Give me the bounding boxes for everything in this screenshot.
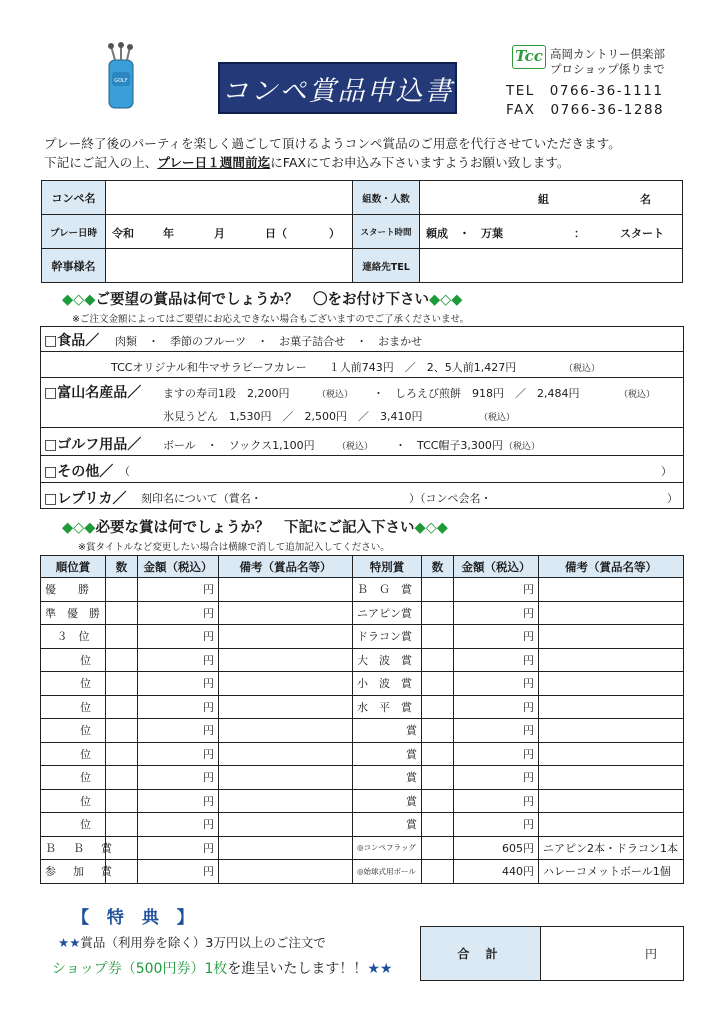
amount-field[interactable]: 円 [138,860,219,884]
compe-name-field[interactable] [106,181,353,215]
qty-field[interactable] [106,601,138,625]
note-field[interactable] [219,742,353,766]
amount-field[interactable]: 円 [138,695,219,719]
note-field[interactable] [219,601,353,625]
amount-field[interactable]: 円 [454,578,539,602]
note-field[interactable] [219,766,353,790]
qty-field[interactable] [422,836,454,860]
club-department: プロショップ係りまで [550,62,665,76]
total-table [420,926,684,981]
note-field[interactable] [219,813,353,837]
table-row: Ｂ Ｂ 賞 円 ◎コンペフラッグ 605円 ニアピン2本・ドラコン1本 [41,836,684,860]
table-row [41,601,684,625]
rank-label: 準 優 勝 [41,601,106,625]
special-label: ドラコン賞 [353,625,422,649]
form-title: コンペ賞品申込書 [218,62,457,114]
amount-field[interactable]: 円 [454,719,539,743]
qty-field[interactable] [422,625,454,649]
special-label: 賞 [353,719,422,743]
note-field[interactable] [219,836,353,860]
table-row [41,813,684,837]
amount-field[interactable]: 円 [454,742,539,766]
amount-field[interactable]: 円 [138,601,219,625]
table-row [41,695,684,719]
play-date-label: プレー日時 [42,215,106,249]
choice-udon[interactable]: 氷見うどん 1,530円 ／ 2,500円 ／ 3,410円 （税込） [41,403,683,428]
choice-golf-goods[interactable]: □ゴルフ用品／ ボール ・ ソックス1,100円 （税込） ・ TCC帽子3,300円 （税込） [41,428,683,456]
qty-field[interactable] [422,813,454,837]
compe-name-label: コンペ名 [42,181,106,215]
group-count-field[interactable]: 組 名 [420,181,683,215]
total-label: 合 計 [421,927,541,981]
amount-field[interactable]: 円 [138,789,219,813]
amount-field[interactable]: 円 [454,648,539,672]
note-field[interactable] [219,625,353,649]
rank-label: 優 勝 [41,578,106,602]
qty-field[interactable] [422,648,454,672]
rank-label: 位 [41,742,106,766]
special-label: 水 平 賞 [353,695,422,719]
award-table-header: 順位賞 数 金額（税込） 備考（賞品名等） 特別賞 数 金額（税込） 備考（賞品名等） [41,556,684,578]
benefit-line-1: ★★賞品（利用券を除く）3万円以上のご注文で [58,935,326,950]
total-field[interactable]: 円 [541,927,684,981]
qty-field[interactable] [106,672,138,696]
special-label: Ｂ Ｇ 賞 [353,578,422,602]
special-label: 小 波 賞 [353,672,422,696]
start-time-label: スタート時間 [353,215,420,249]
svg-text:GOLF: GOLF [114,78,128,84]
amount-field[interactable]: 円 [138,648,219,672]
golf-bag-icon [101,42,139,112]
table-row [41,719,684,743]
club-tel: TEL 0766-36-1111 [506,83,664,99]
amount-field[interactable]: 円 [454,789,539,813]
rank-label: 位 [41,672,106,696]
note-field[interactable] [219,789,353,813]
special-label: ニアピン賞 [353,601,422,625]
qty-field[interactable] [422,578,454,602]
amount-field[interactable]: 円 [138,578,219,602]
amount-field[interactable]: 円 [454,766,539,790]
amount-field[interactable]: 円 [454,601,539,625]
rank-label: 位 [41,695,106,719]
amount-field[interactable]: 円 [454,672,539,696]
amount-field[interactable]: 円 [138,719,219,743]
note-field[interactable] [219,672,353,696]
note-field[interactable] [219,719,353,743]
choice-replica[interactable]: □レプリカ／ 刻印名について（賞名・ ）（コンペ会名・ ） [44,491,678,507]
amount-field[interactable]: 円 [138,625,219,649]
amount-field[interactable]: 円 [138,813,219,837]
table-row [41,625,684,649]
table-row [41,789,684,813]
qty-field[interactable] [106,789,138,813]
qty-field[interactable] [422,860,454,884]
qty-field[interactable] [106,766,138,790]
note-field[interactable] [539,601,684,625]
rank-label: ３ 位 [41,625,106,649]
amount-field[interactable]: 円 [454,625,539,649]
special-label: 賞 [353,789,422,813]
amount-field[interactable]: 円 [138,742,219,766]
rank-label: 位 [41,766,106,790]
qty-field[interactable] [422,601,454,625]
note-field[interactable] [219,578,353,602]
intro-line-1: プレー終了後のパーティを楽しく過ごして頂けるようコンペ賞品のご用意を代行させていただきます。 [44,136,621,151]
contact-tel-field[interactable] [420,249,683,283]
note-field[interactable] [219,860,353,884]
benefit-line-2: ショップ券（500円券）1枚を進呈いたします！！★★ [52,961,393,977]
note-field[interactable] [539,766,684,790]
amount-field[interactable]: 円 [454,813,539,837]
table-row [41,648,684,672]
table-row [41,766,684,790]
rank-label: 位 [41,719,106,743]
choice-toyama[interactable]: □富山名産品／ ますの寿司1段 2,200円 （税込） ・ しろえび煎餅 918円 ／ 2,484円 （税込） [44,385,656,401]
qty-field[interactable] [422,719,454,743]
section-prize-request-note: ※ご注文金額によってはご要望にお応えできない場合もございますのでご了承くださいませ。 [72,314,470,325]
rank-label: 位 [41,813,106,837]
note-field[interactable] [219,648,353,672]
note-field[interactable] [539,742,684,766]
choice-curry[interactable]: TCCオリジナル和牛マサラビーフカレー １人前743円 ／ 2、5人前1,427円 （税込） [41,352,683,378]
award-table [40,555,684,884]
section-award-heading: ◆◇◆必要な賞は何でしょうか？ 下記にご記入下さい◆◇◆ [62,520,448,536]
table-row [41,742,684,766]
table-row: 参 加 賞 円 ◎始球式用ボール 440円 ハレーコメットボール1個 [41,860,684,884]
contact-tel-label: 連絡先TEL [353,249,420,283]
note-field[interactable] [219,695,353,719]
club-name: 高岡カントリー倶楽部 [550,47,665,61]
qty-field[interactable] [422,695,454,719]
rank-label: 位 [41,789,106,813]
club-fax: FAX 0766-36-1288 [506,102,665,118]
section-award-note: ※賞タイトルなど変更したい場合は横線で消して追加記入してください。 [78,542,390,553]
note-field[interactable] [539,578,684,602]
note-field[interactable] [539,672,684,696]
group-count-label: 組数・人数 [353,181,420,215]
qty-field[interactable] [106,813,138,837]
special-label: 賞 [353,742,422,766]
prize-choice-box [40,326,684,509]
rank-label: 位 [41,648,106,672]
club-logo: Tcc [512,45,546,69]
deadline-note: プレー日１週間前迄 [157,155,271,170]
qty-field[interactable] [422,742,454,766]
amount-field[interactable]: 円 [138,836,219,860]
qty-field[interactable] [106,578,138,602]
qty-field[interactable] [106,695,138,719]
note-field[interactable] [539,695,684,719]
qty-field[interactable] [106,625,138,649]
table-row [41,672,684,696]
start-time-field[interactable]: 頼成 ・ 万葉 ： スタート [420,215,683,249]
compe-info-table [41,180,683,283]
qty-field[interactable] [106,742,138,766]
amount-field[interactable]: 円 [454,695,539,719]
note-field[interactable] [539,625,684,649]
choice-other[interactable]: □その他／ （ ） [41,456,683,483]
note-field[interactable] [539,719,684,743]
intro-line-2: 下記にご記入の上、プレー日１週間前迄にFAXにてお申込み下さいますようお願い致します。 [44,155,570,170]
organizer-label: 幹事様名 [42,249,106,283]
qty-field[interactable] [422,672,454,696]
qty-field[interactable] [106,719,138,743]
amount-field[interactable]: 円 [138,766,219,790]
special-label: 大 波 賞 [353,648,422,672]
note-field[interactable] [539,789,684,813]
qty-field[interactable] [422,766,454,790]
qty-field[interactable] [422,789,454,813]
table-row [41,578,684,602]
special-label: 賞 [353,766,422,790]
note-field[interactable] [539,813,684,837]
play-date-field[interactable]: 令和 年 月 日（ ） [106,215,353,249]
note-field[interactable] [539,648,684,672]
amount-field[interactable]: 円 [138,672,219,696]
benefit-heading: 【 特 典 】 [72,908,200,928]
qty-field[interactable] [106,648,138,672]
choice-food[interactable]: □食品／ 肉類 ・ 季節のフルーツ ・ お菓子詰合せ ・ おまかせ [41,327,683,352]
section-prize-request-heading: ◆◇◆ご要望の賞品は何でしょうか？ 〇をお付け下さい◆◇◆ [62,292,463,308]
organizer-field[interactable] [106,249,353,283]
special-label: 賞 [353,813,422,837]
